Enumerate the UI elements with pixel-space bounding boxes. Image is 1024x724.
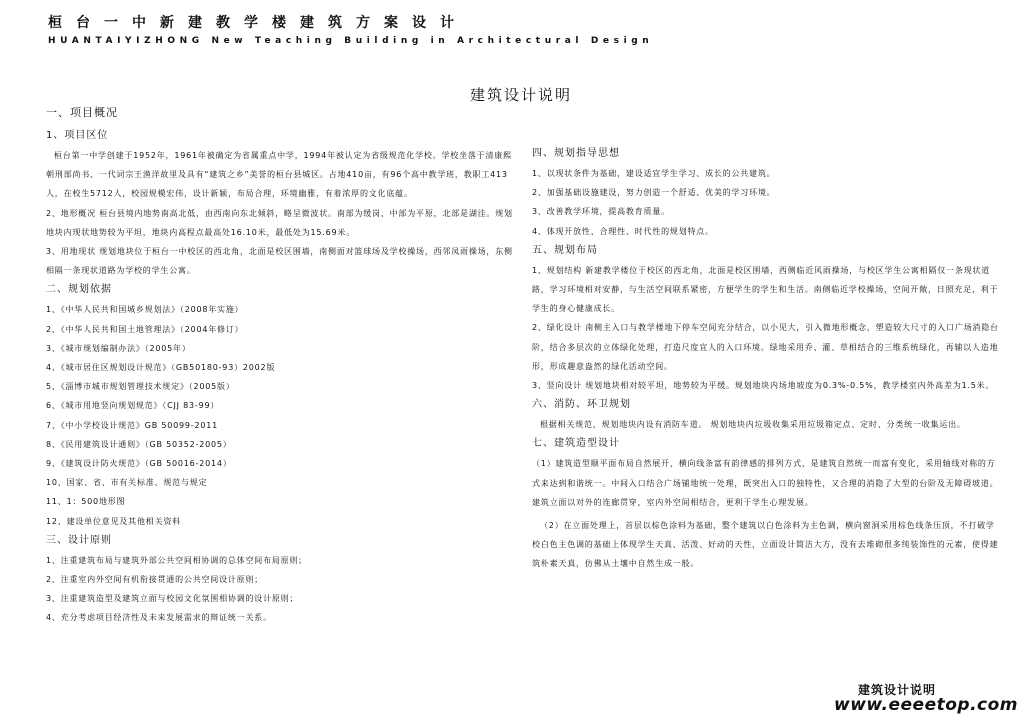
section-6-paragraph: 根据相关规范，规划地块内设有消防车道。 规划地块内垃圾收集采用垃圾箱定点、定时、分类统一收集运出。 — [540, 420, 966, 430]
section-1-sub1-paragraph: 桓台第一中学创建于1952年，1961年被确定为省属重点中学，1994年被认定为省级规范化学校。学校坐落于清康熙朝刑部尚书、一代词宗王渔洋故里及具有“建筑之乡”美誉的桓台县城区。占地410亩，有96个高中教学班，教职工413人，在校生5712人，校园规模宏伟，设计新颖，布局合理，环境幽雅，有着浓厚的文化底蕴。 — [46, 151, 512, 199]
list-item: 1、以现状条件为基础，建设适宜学生学习、成长的公共建筑。 — [532, 169, 776, 178]
list-item: 2、注重室内外空间有机衔接贯通的公共空间设计原则； — [46, 575, 264, 585]
list-item: 3、改善教学环境，提高教育质量。 — [532, 207, 670, 217]
section-5-heading: 五、规划布局 — [532, 244, 598, 256]
section-6-heading: 六、消防、环卫规划 — [532, 399, 631, 411]
section-5-paragraph-2: 2、绿化设计 南侧主入口与教学楼地下停车空间充分结合，以小见大，引入微地形概念，塑造较大尺寸的入口广场消隐台阶，结合多层次的立体绿化处理，打造尺度宜人的入口环境。绿地采用乔、灌、草相结合的三维系统绿化，再辅以人造地形，形成趣意盎然的绿化活动空间。 — [532, 323, 999, 371]
list-item: 5、《淄博市城市规划管理技术规定》（2005版） — [46, 382, 235, 392]
right-column — [532, 144, 1000, 574]
list-item: 8、《民用建筑设计通则》（GB 50352-2005） — [46, 439, 232, 449]
section-1-sub2-paragraph: 2、地形概况 桓台县境内地势南高北低，由西南向东北倾斜，略呈微波状。南部为缓岗，中部为平原，北部是湖洼。规划地块内现状地势较为平坦，地块内高程点最高处16.10米，最低处为15.69米。 — [46, 208, 513, 237]
list-item: 11、1：500地形图 — [46, 497, 126, 507]
list-item: 3、注重建筑造型及建筑立面与校园文化氛围相协调的设计原则； — [46, 594, 299, 604]
list-item: 1、《中华人民共和国城乡规划法》（2008年实施） — [46, 305, 244, 315]
footer-watermark-label: 建筑设计说明 — [858, 683, 937, 697]
list-item: 4、《城市居住区规划设计规范》（GB50180-93）2002版 — [46, 363, 276, 373]
list-item: 4、体现开放性、合理性、时代性的规划特点。 — [532, 226, 714, 236]
section-2-heading: 二、规划依据 — [46, 284, 112, 296]
list-item: 1、注重建筑布局与建筑外部公共空间相协调的总体空间布局原则； — [46, 555, 308, 565]
section-4-list — [532, 164, 1000, 241]
section-5-paragraph-3: 3、竖向设计 规划地块相对较平坦，地势较为平缓。规划地块内场地坡度为0.3%-0.5%，教学楼室内外高差为1.5米。 — [532, 381, 995, 391]
list-item: 3、《城市规划编制办法》（2005年） — [46, 343, 191, 353]
list-item: 6、《城市用地竖向规划规范》（CJJ 83-99） — [46, 401, 220, 411]
list-item: 2、《中华人民共和国土地管理法》（2004年修订） — [46, 324, 244, 334]
list-item: 12、建设单位意见及其他相关资料 — [46, 516, 181, 526]
list-item: 2、加强基础设施建设，努力创造一个舒适、优美的学习环境。 — [532, 188, 776, 198]
list-item: 10、国家、省、市有关标准、规范与规定 — [46, 478, 208, 488]
document-title: 建筑设计说明 — [470, 86, 573, 104]
section-7-paragraph-2: （2）在立面处理上，首层以棕色涂料为基础，整个建筑以白色涂料为主色调，横向窗洞采用棕色线条压顶，不打破学校白色主色调的基础上体现学生天真、活泼、好动的天性，立面设计简洁大方，没有去堆砌很多纯装饰性的元素，使得建筑朴素天真，仿佛从土壤中自然生成一般。 — [532, 521, 999, 569]
section-4-heading: 四、规划指导思想 — [532, 148, 620, 159]
list-item: 4、充分考虑项目经济性及未来发展需求的辩证统一关系。 — [46, 613, 272, 623]
section-3-list — [46, 551, 516, 628]
section-2-list — [46, 300, 516, 530]
header-title-en: HUANTAIYIZHONG New Teaching Building in Architectural Design — [48, 36, 654, 46]
list-item: 9、《建筑设计防火规范》（GB 50016-2014） — [46, 459, 232, 469]
footer-watermark-url: www.eeeetop.com — [834, 695, 1019, 715]
section-1-sub1-heading: 1、项目区位 — [46, 130, 109, 141]
section-7-heading: 七、建筑造型设计 — [532, 438, 620, 450]
list-item: 7、《中小学校设计规范》GB 50099-2011 — [46, 420, 219, 430]
section-3-heading: 三、设计原则 — [46, 534, 112, 546]
left-column — [46, 102, 516, 628]
section-1-heading: 一、项目概况 — [46, 106, 118, 119]
section-7-paragraph-1: （1）建筑造型顺平面布局自然展开，横向线条富有韵律感的排列方式，是建筑自然统一而富有变化，采用轴线对称的方式来达到和谐统一。中间入口结合广场铺地统一处理，既突出入口的独特性，又合理的消隐了大型的台阶及无障碍坡道。建筑立面以对外的连廊贯穿，室内外空间相结合，更利于学生心理发展。 — [532, 459, 999, 507]
section-1-sub3-paragraph: 3、用地现状 规划地块位于桓台一中校区的西北角，北面是校区围墙，南侧面对篮球场及学校操场，西邻凤雨操场，东侧相隔一条现状道路为学校的学生公寓。 — [46, 247, 513, 276]
header-title-cn: 桓台一中新建教学楼建筑方案设计 — [48, 15, 468, 31]
section-5-paragraph-1: 1、规划结构 新建教学楼位于校区的西北角，北面是校区围墙，西侧临近风雨操场，与校区学生公寓相隔仅一条现状道路，学习环境相对安静，与生活空间联系紧密，方便学生的学生和生活。南侧临近学校操场，空间开敞，日照充足，利于学生的身心健康成长。 — [532, 265, 999, 314]
